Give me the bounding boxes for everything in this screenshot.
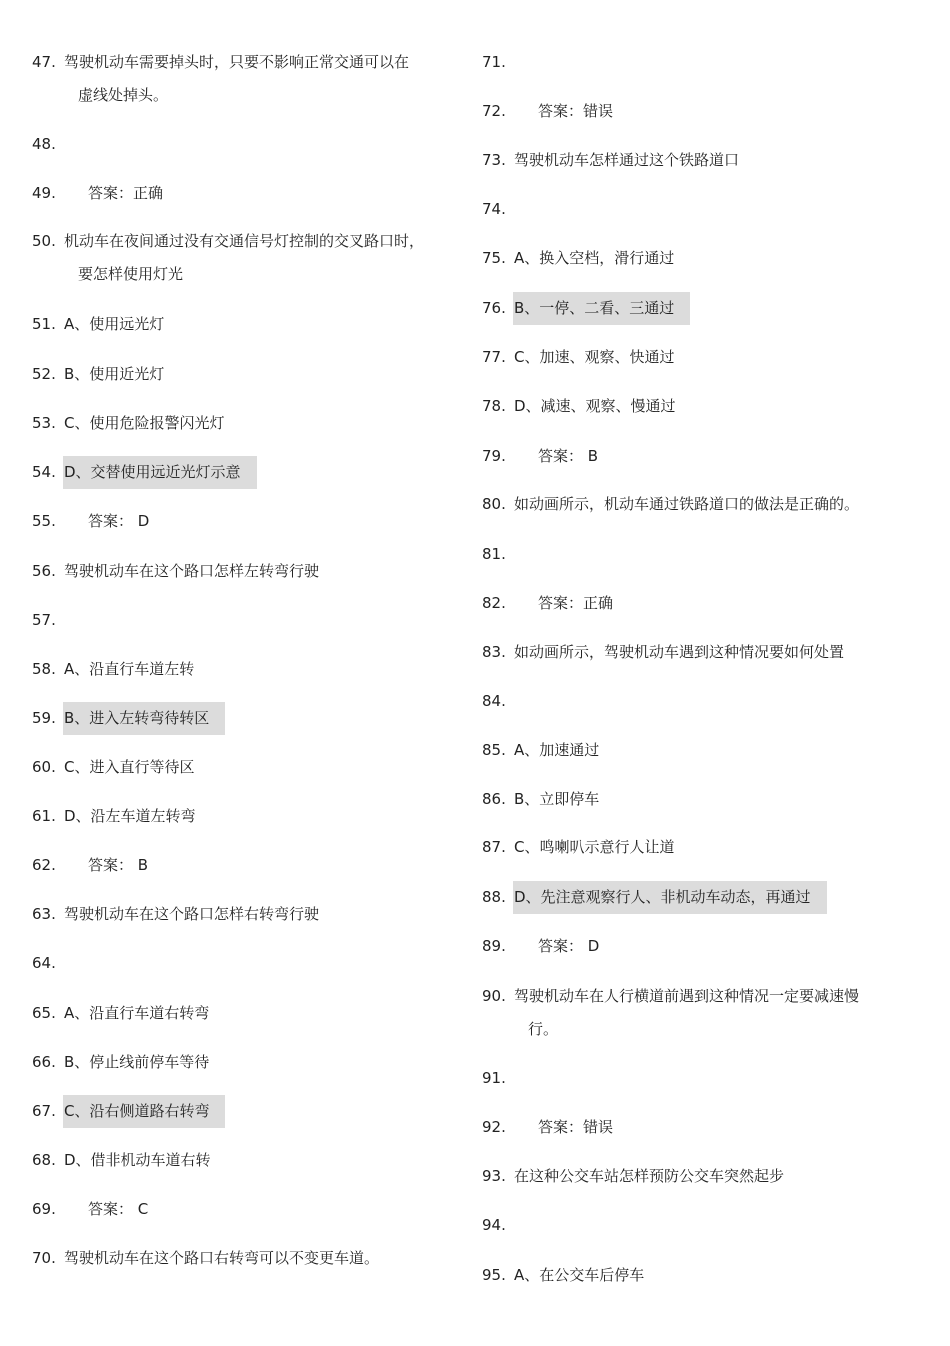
item-number: 61. [32,807,56,825]
item-number: 52. [32,365,56,383]
item-number: 74. [482,200,506,218]
list-item [482,636,922,669]
item-number: 76. [482,299,506,317]
item-number: 62. [32,856,56,874]
list-item [32,653,452,686]
answer-text: 答案：正确 [538,594,614,612]
item-number: 93. [482,1167,506,1185]
item-text: 在这种公交车站怎样预防公交车突然起步 [514,1167,785,1185]
list-item [32,849,452,882]
item-number: 50. [32,232,56,250]
item-text: A、沿直行车道左转 [64,660,195,678]
list-item [32,1193,452,1226]
item-number: 88. [482,888,506,906]
item-text: B、立即停车 [514,790,600,808]
list-item [482,242,922,275]
item-number: 87. [482,838,506,856]
item-text: A、在公交车后停车 [514,1266,645,1284]
item-text: 如动画所示，驾驶机动车遇到这种情况要如何处置 [514,643,845,661]
list-item [482,930,922,963]
answer-text: 答案： B [88,856,149,874]
correct-option-text: B、一停、二看、三通过 [513,292,690,325]
item-text: C、使用危险报警闪光灯 [64,414,225,432]
item-text: 驾驶机动车在人行横道前遇到这种情况一定要减速慢 [514,987,860,1005]
list-item [482,1111,922,1144]
item-number: 67. [32,1102,56,1120]
item-text: D、沿左车道左转弯 [64,807,196,825]
item-number: 77. [482,348,506,366]
item-text: C、加速、观察、快通过 [514,348,675,366]
item-number: 86. [482,790,506,808]
list-item [482,193,922,226]
item-number: 63. [32,905,56,923]
item-number: 81. [482,545,506,563]
list-item [32,407,452,440]
answer-text: 答案： B [538,447,599,465]
item-text: D、减速、观察、慢通过 [514,397,676,415]
answer-text: 答案：错误 [538,1118,614,1136]
list-item [32,997,452,1030]
item-number: 69. [32,1200,56,1218]
item-text: D、借非机动车道右转 [64,1151,211,1169]
list-item [482,734,922,767]
list-item [482,341,922,374]
list-item [482,1209,922,1242]
item-number: 82. [482,594,506,612]
list-item [32,947,452,980]
item-text: 驾驶机动车在这个路口怎样右转弯行驶 [64,905,320,923]
item-number: 78. [482,397,506,415]
answer-text: 答案： C [88,1200,149,1218]
list-item [482,587,922,620]
item-text: 驾驶机动车怎样通过这个铁路道口 [514,151,740,169]
item-text: A、沿直行车道右转弯 [64,1004,210,1022]
list-item [32,308,452,341]
item-number: 66. [32,1053,56,1071]
list-item [32,177,452,210]
item-number: 72. [482,102,506,120]
item-number: 92. [482,1118,506,1136]
answer-text: 答案： D [538,937,600,955]
item-number: 79. [482,447,506,465]
item-number: 65. [32,1004,56,1022]
answer-text: 答案： D [88,512,150,530]
item-text: A、使用远光灯 [64,315,165,333]
correct-option-text: D、先注意观察行人、非机动车动态，再通过 [513,881,827,914]
list-item [32,1144,452,1177]
correct-option-text: B、进入左转弯待转区 [63,702,225,735]
item-number: 71. [482,53,506,71]
list-item [32,358,452,391]
item-number: 68. [32,1151,56,1169]
item-text: C、鸣喇叭示意行人让道 [514,838,675,856]
list-item [482,881,922,914]
list-item [482,1160,922,1193]
list-item [32,456,452,489]
item-number: 57. [32,611,56,629]
item-text: B、停止线前停车等待 [64,1053,210,1071]
item-number: 54. [32,463,56,481]
list-item [482,980,922,1046]
list-item [32,1046,452,1079]
item-text: 如动画所示，机动车通过铁路道口的做法是正确的。 [514,495,860,513]
list-item [32,1242,452,1275]
item-number: 91. [482,1069,506,1087]
item-text: B、使用近光灯 [64,365,165,383]
item-text-continuation: 行。 [528,1020,559,1038]
item-number: 64. [32,954,56,972]
list-item [32,1095,452,1128]
answer-text: 答案：错误 [538,102,614,120]
item-number: 84. [482,692,506,710]
item-number: 85. [482,741,506,759]
list-item [482,440,922,473]
list-item [32,702,452,735]
list-item [482,1259,922,1292]
item-number: 53. [32,414,56,432]
item-number: 55. [32,512,56,530]
answer-text: 答案：正确 [88,184,164,202]
item-number: 94. [482,1216,506,1234]
item-number: 59. [32,709,56,727]
item-number: 90. [482,987,506,1005]
list-item [482,783,922,816]
item-number: 89. [482,937,506,955]
correct-option-text: C、沿右侧道路右转弯 [63,1095,225,1128]
item-number: 75. [482,249,506,267]
item-number: 47. [32,53,56,71]
item-text: 驾驶机动车需要掉头时，只要不影响正常交通可以在 [64,53,410,71]
item-text-continuation: 要怎样使用灯光 [78,265,184,283]
item-text: 机动车在夜间通过没有交通信号灯控制的交叉路口时， [64,232,425,250]
list-item [32,898,452,931]
list-item [32,46,452,112]
item-text: A、加速通过 [514,741,600,759]
item-text: A、换入空档，滑行通过 [514,249,675,267]
list-item [482,488,922,521]
item-number: 49. [32,184,56,202]
item-number: 95. [482,1266,506,1284]
list-item [32,225,452,291]
item-number: 58. [32,660,56,678]
item-number: 60. [32,758,56,776]
list-item [482,390,922,423]
item-number: 73. [482,151,506,169]
item-number: 83. [482,643,506,661]
list-item [482,538,922,571]
list-item [482,144,922,177]
item-text: 驾驶机动车在这个路口右转弯可以不变更车道。 [64,1249,380,1267]
correct-option-text: D、交替使用远近光灯示意 [63,456,257,489]
item-number: 51. [32,315,56,333]
list-item [482,46,922,79]
list-item [32,128,452,161]
item-text: C、进入直行等待区 [64,758,195,776]
list-item [482,95,922,128]
item-text-continuation: 虚线处掉头。 [78,86,169,104]
item-number: 80. [482,495,506,513]
item-number: 56. [32,562,56,580]
list-item [32,800,452,833]
item-number: 70. [32,1249,56,1267]
list-item [482,831,922,864]
item-text: 驾驶机动车在这个路口怎样左转弯行驶 [64,562,320,580]
list-item [32,555,452,588]
list-item [482,292,922,325]
list-item [482,685,922,718]
list-item [32,505,452,538]
list-item [32,604,452,637]
list-item [32,751,452,784]
item-number: 48. [32,135,56,153]
list-item [482,1062,922,1095]
